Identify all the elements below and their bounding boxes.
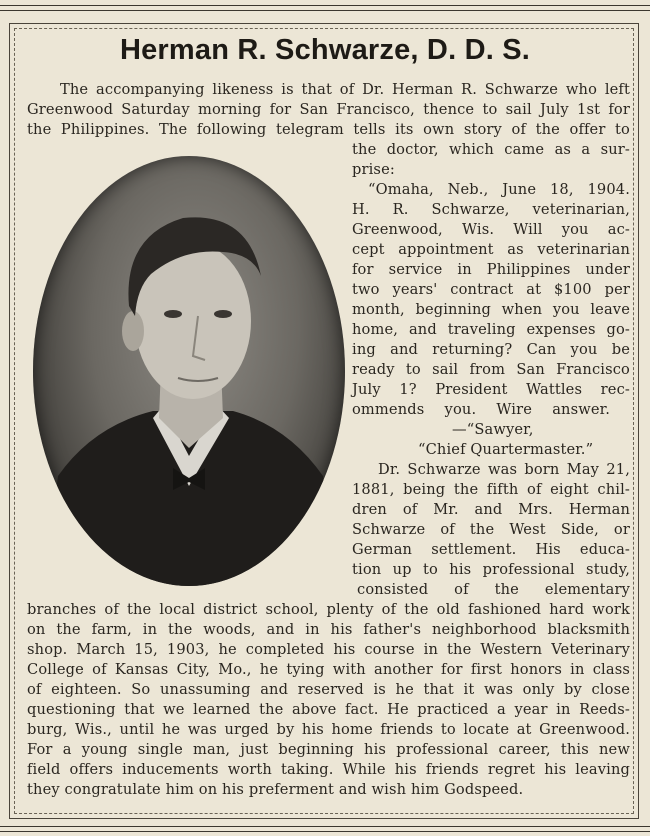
body-line: “Omaha, Neb., June 18, 1904. bbox=[368, 181, 630, 198]
body-line: Schwarze of the West Side, or bbox=[352, 521, 630, 538]
body-line: ommends you. Wire answer. bbox=[352, 401, 610, 418]
body-line: H. R. Schwarze, veterinarian, bbox=[352, 201, 630, 218]
body-line: 1881, being the fifth of eight chil- bbox=[352, 481, 630, 498]
body-line: For a young single man, just beginning his professional career, this new bbox=[27, 741, 630, 758]
body-line: branches of the local district school, plenty of the old fashioned hard work bbox=[27, 601, 630, 618]
body-line: College of Kansas City, Mo., he tying with another for first honors in class bbox=[27, 661, 630, 678]
body-line: home, and traveling expenses go- bbox=[352, 321, 630, 338]
body-line: consisted of the elementary bbox=[357, 581, 630, 598]
body-line: questioning that we learned the above fact. He practiced a year in Reeds- bbox=[27, 701, 630, 718]
body-line: cept appointment as veterinarian bbox=[352, 241, 630, 258]
body-line: two years' contract at $100 per bbox=[352, 281, 630, 298]
article-title: Herman R. Schwarze, D. D. S. bbox=[119, 34, 531, 66]
body-line: the Philippines. The following telegram tells its own story of the offer to bbox=[27, 121, 630, 138]
body-line: German settlement. His educa- bbox=[352, 541, 630, 558]
body-line: field offers inducements worth taking. While his friends regret his leaving bbox=[27, 761, 630, 778]
body-line: the doctor, which came as a sur- bbox=[352, 141, 630, 158]
bottom-rule-1 bbox=[0, 826, 650, 827]
body-line: Greenwood Saturday morning for San Francisco, thence to sail July 1st for bbox=[27, 101, 630, 118]
body-line: they congratulate him on his preferment and wish him Godspeed. bbox=[27, 781, 524, 798]
top-rule-1 bbox=[0, 5, 650, 6]
body-line: ready to sail from San Francisco bbox=[352, 361, 630, 378]
body-line: shop. March 15, 1903, he completed his course in the Western Veterinary bbox=[27, 641, 630, 658]
top-rule-2 bbox=[0, 10, 650, 11]
bottom-rule-2 bbox=[0, 831, 650, 832]
body-line: of eighteen. So unassuming and reserved is he that it was only by close bbox=[27, 681, 630, 698]
body-line: “Chief Quartermaster.” bbox=[418, 441, 594, 458]
body-line: burg, Wis., until he was urged by his home friends to locate at Greenwood. bbox=[27, 721, 630, 738]
body-line: Dr. Schwarze was born May 21, bbox=[378, 461, 630, 478]
body-line: on the farm, in the woods, and in his father's neighborhood blacksmith bbox=[27, 621, 630, 638]
body-line: July 1? President Wattles rec- bbox=[352, 381, 630, 398]
body-line: The accompanying likeness is that of Dr. Herman R. Schwarze who left bbox=[60, 81, 630, 98]
body-line: prise: bbox=[352, 161, 395, 178]
portrait-photo bbox=[33, 156, 345, 586]
body-line: month, beginning when you leave bbox=[352, 301, 630, 318]
body-line: Greenwood, Wis. Will you ac- bbox=[352, 221, 630, 238]
body-line: tion up to his professional study, bbox=[352, 561, 630, 578]
body-line: dren of Mr. and Mrs. Herman bbox=[352, 501, 630, 518]
body-line: for service in Philippines under bbox=[352, 261, 630, 278]
body-line: —“Sawyer, bbox=[452, 421, 534, 438]
body-line: ing and returning? Can you be bbox=[352, 341, 630, 358]
